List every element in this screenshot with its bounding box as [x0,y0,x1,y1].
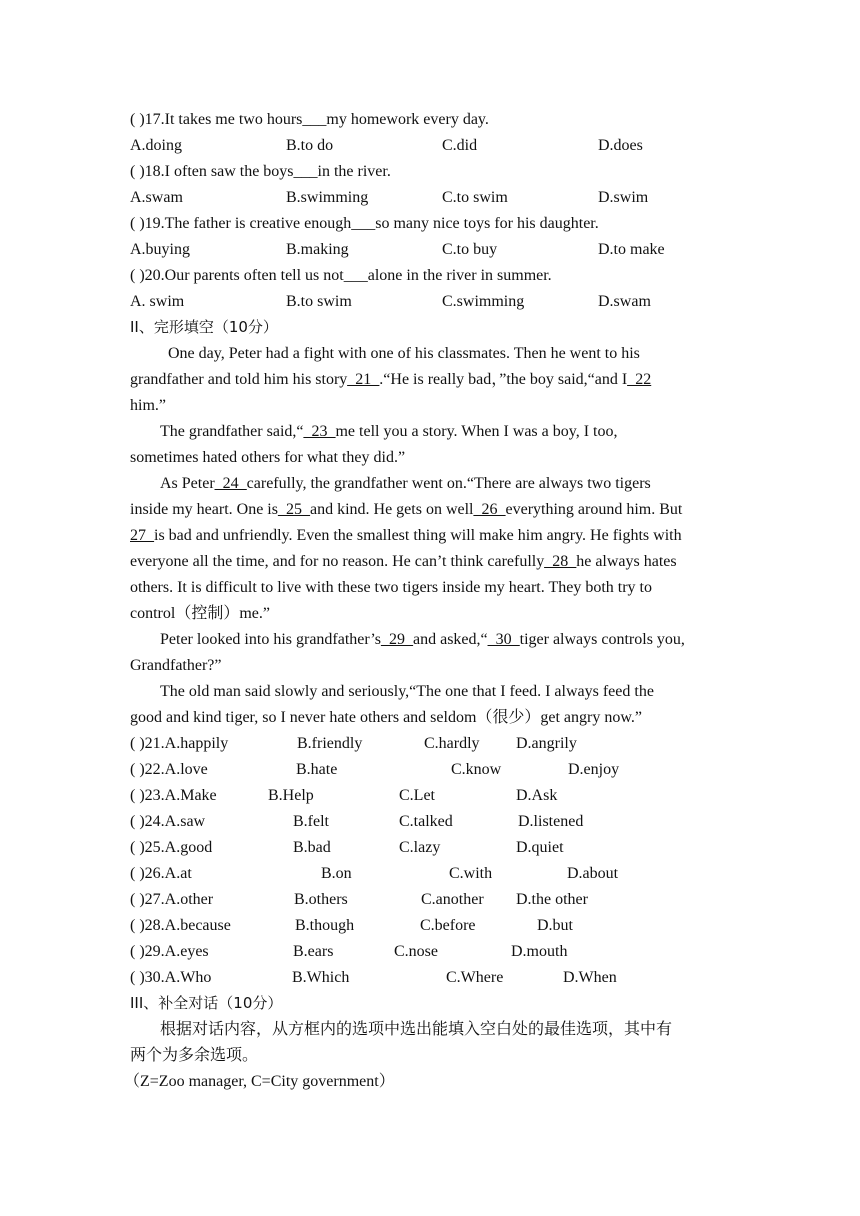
cloze-25-option-b: B.bad [293,839,331,856]
cloze-22-option-d: D.enjoy [568,761,620,778]
dialogue-legend: （Z=Zoo manager, C=City government） [124,1073,395,1090]
blank-22: _22 [627,371,652,388]
passage-line: others. It is difficult to live with these two tigers inside my heart. They both try to [130,579,652,596]
passage-line: grandfather and told him his story_21_.“He is really bad，”the boy said,“and I_22 [130,371,652,388]
cloze-30-option-b: B.Which [292,969,350,986]
cloze-28-option-b: B.though [295,917,355,934]
passage-line: As Peter_24_carefully, the grandfather went on.“There are always two tigers [160,475,651,492]
passage-line: The old man said slowly and seriously,“The one that I feed. I always feed the [160,683,654,700]
cloze-29-option-a: ( )29.A.eyes [130,943,209,960]
cloze-26-option-d: D.about [567,865,619,882]
cloze-23-option-a: ( )23.A.Make [130,787,217,804]
q19-option-c: C.to buy [442,241,498,258]
cloze-27-option-a: ( )27.A.other [130,891,214,908]
cloze-27-option-d: D.the other [516,891,588,908]
cloze-28-option-d: D.but [537,917,573,934]
cloze-26-option-b: B.on [321,865,352,882]
cloze-22-option-c: C.know [451,761,502,778]
section-3-instruction: 两个为多余选项。 [130,1045,259,1064]
q19-option-a: A.buying [130,241,190,258]
section-2-title: II、完形填空（10分） [130,318,278,336]
question-20: ( )20.Our parents often tell us not___alone in the river in summer. [130,267,552,284]
q17-option-d: D.does [598,137,643,154]
cloze-22-option-b: B.hate [296,761,338,778]
cloze-28-option-a: ( )28.A.because [130,917,231,934]
cloze-30-option-c: C.Where [446,969,504,986]
q20-option-b: B.to swim [286,293,352,310]
blank-24: _24_ [214,475,247,492]
passage-line: Peter looked into his grandfather’s_29_and asked,“_30_tiger always controls you, [160,631,685,648]
blank-30: _30_ [487,631,520,648]
cloze-26-option-c: C.with [449,865,493,882]
cloze-21-option-c: C.hardly [424,735,480,752]
q19-option-d: D.to make [598,241,665,258]
blank-23: _23_ [303,423,336,440]
passage-line: him.” [130,397,166,414]
q17-option-a: A.doing [130,137,182,154]
blank-28: _28_ [544,553,577,570]
cloze-22-option-a: ( )22.A.love [130,761,208,778]
q18-option-b: B.swimming [286,189,369,206]
cloze-28-option-c: C.before [420,917,476,934]
cloze-24-option-b: B.felt [293,813,329,830]
blank-29: _29_ [380,631,413,648]
question-18: ( )18.I often saw the boys___in the river. [130,163,391,180]
passage-line: everyone all the time, and for no reason. He can’t think carefully_28_he always hates [130,553,677,570]
cloze-23-option-b: B.Help [268,787,314,804]
cloze-21-option-b: B.friendly [297,735,363,752]
cloze-26-option-a: ( )26.A.at [130,865,192,882]
q19-option-b: B.making [286,241,349,258]
passage-line: One day, Peter had a fight with one of his classmates. Then he went to his [168,345,640,362]
cloze-27-option-c: C.another [421,891,484,908]
cloze-30-option-a: ( )30.A.Who [130,969,212,986]
cloze-24-option-d: D.listened [518,813,584,830]
q18-option-a: A.swam [130,189,183,206]
passage-line: Grandfather?” [130,657,222,674]
cloze-25-option-c: C.lazy [399,839,441,856]
cloze-29-option-d: D.mouth [511,943,568,960]
cloze-24-option-a: ( )24.A.saw [130,813,206,830]
blank-25: _25_ [277,501,310,518]
cloze-29-option-b: B.ears [293,943,334,960]
question-17: ( )17.It takes me two hours___my homework every day. [130,111,489,128]
cloze-25-option-d: D.quiet [516,839,564,856]
q17-option-c: C.did [442,137,478,154]
cloze-23-option-d: D.Ask [516,787,558,804]
passage-line: inside my heart. One is_25_and kind. He gets on well_26_everything around him. But [130,501,683,518]
q20-option-a: A. swim [130,293,185,310]
blank-21: _21_ [347,371,380,388]
section-3-instruction: 根据对话内容，从方框内的选项中选出能填入空白处的最佳选项，其中有 [160,1019,673,1038]
q20-option-c: C.swimming [442,293,525,310]
cloze-27-option-b: B.others [294,891,348,908]
cloze-23-option-c: C.Let [399,787,435,804]
passage-line: sometimes hated others for what they did.” [130,449,406,466]
blank-26: _26_ [473,501,506,518]
blank-27: 27_ [130,527,154,544]
cloze-24-option-c: C.talked [399,813,453,830]
q18-option-d: D.swim [598,189,649,206]
passage-line: 27_is bad and unfriendly. Even the smallest thing will make him angry. He fights with [130,527,682,544]
cloze-30-option-d: D.When [563,969,617,986]
passage-line: control（控制）me.” [130,605,270,622]
passage-line: good and kind tiger, so I never hate others and seldom（很少）get angry now.” [130,709,642,726]
question-19: ( )19.The father is creative enough___so many nice toys for his daughter. [130,215,599,232]
cloze-21-option-d: D.angrily [516,735,577,752]
q17-option-b: B.to do [286,137,334,154]
cloze-21-option-a: ( )21.A.happily [130,735,229,752]
passage-line: The grandfather said,“_23_me tell you a story. When I was a boy, I too, [160,423,618,440]
cloze-25-option-a: ( )25.A.good [130,839,213,856]
q20-option-d: D.swam [598,293,651,310]
q18-option-c: C.to swim [442,189,508,206]
cloze-29-option-c: C.nose [394,943,438,960]
section-3-title: III、补全对话（10分） [130,994,283,1012]
